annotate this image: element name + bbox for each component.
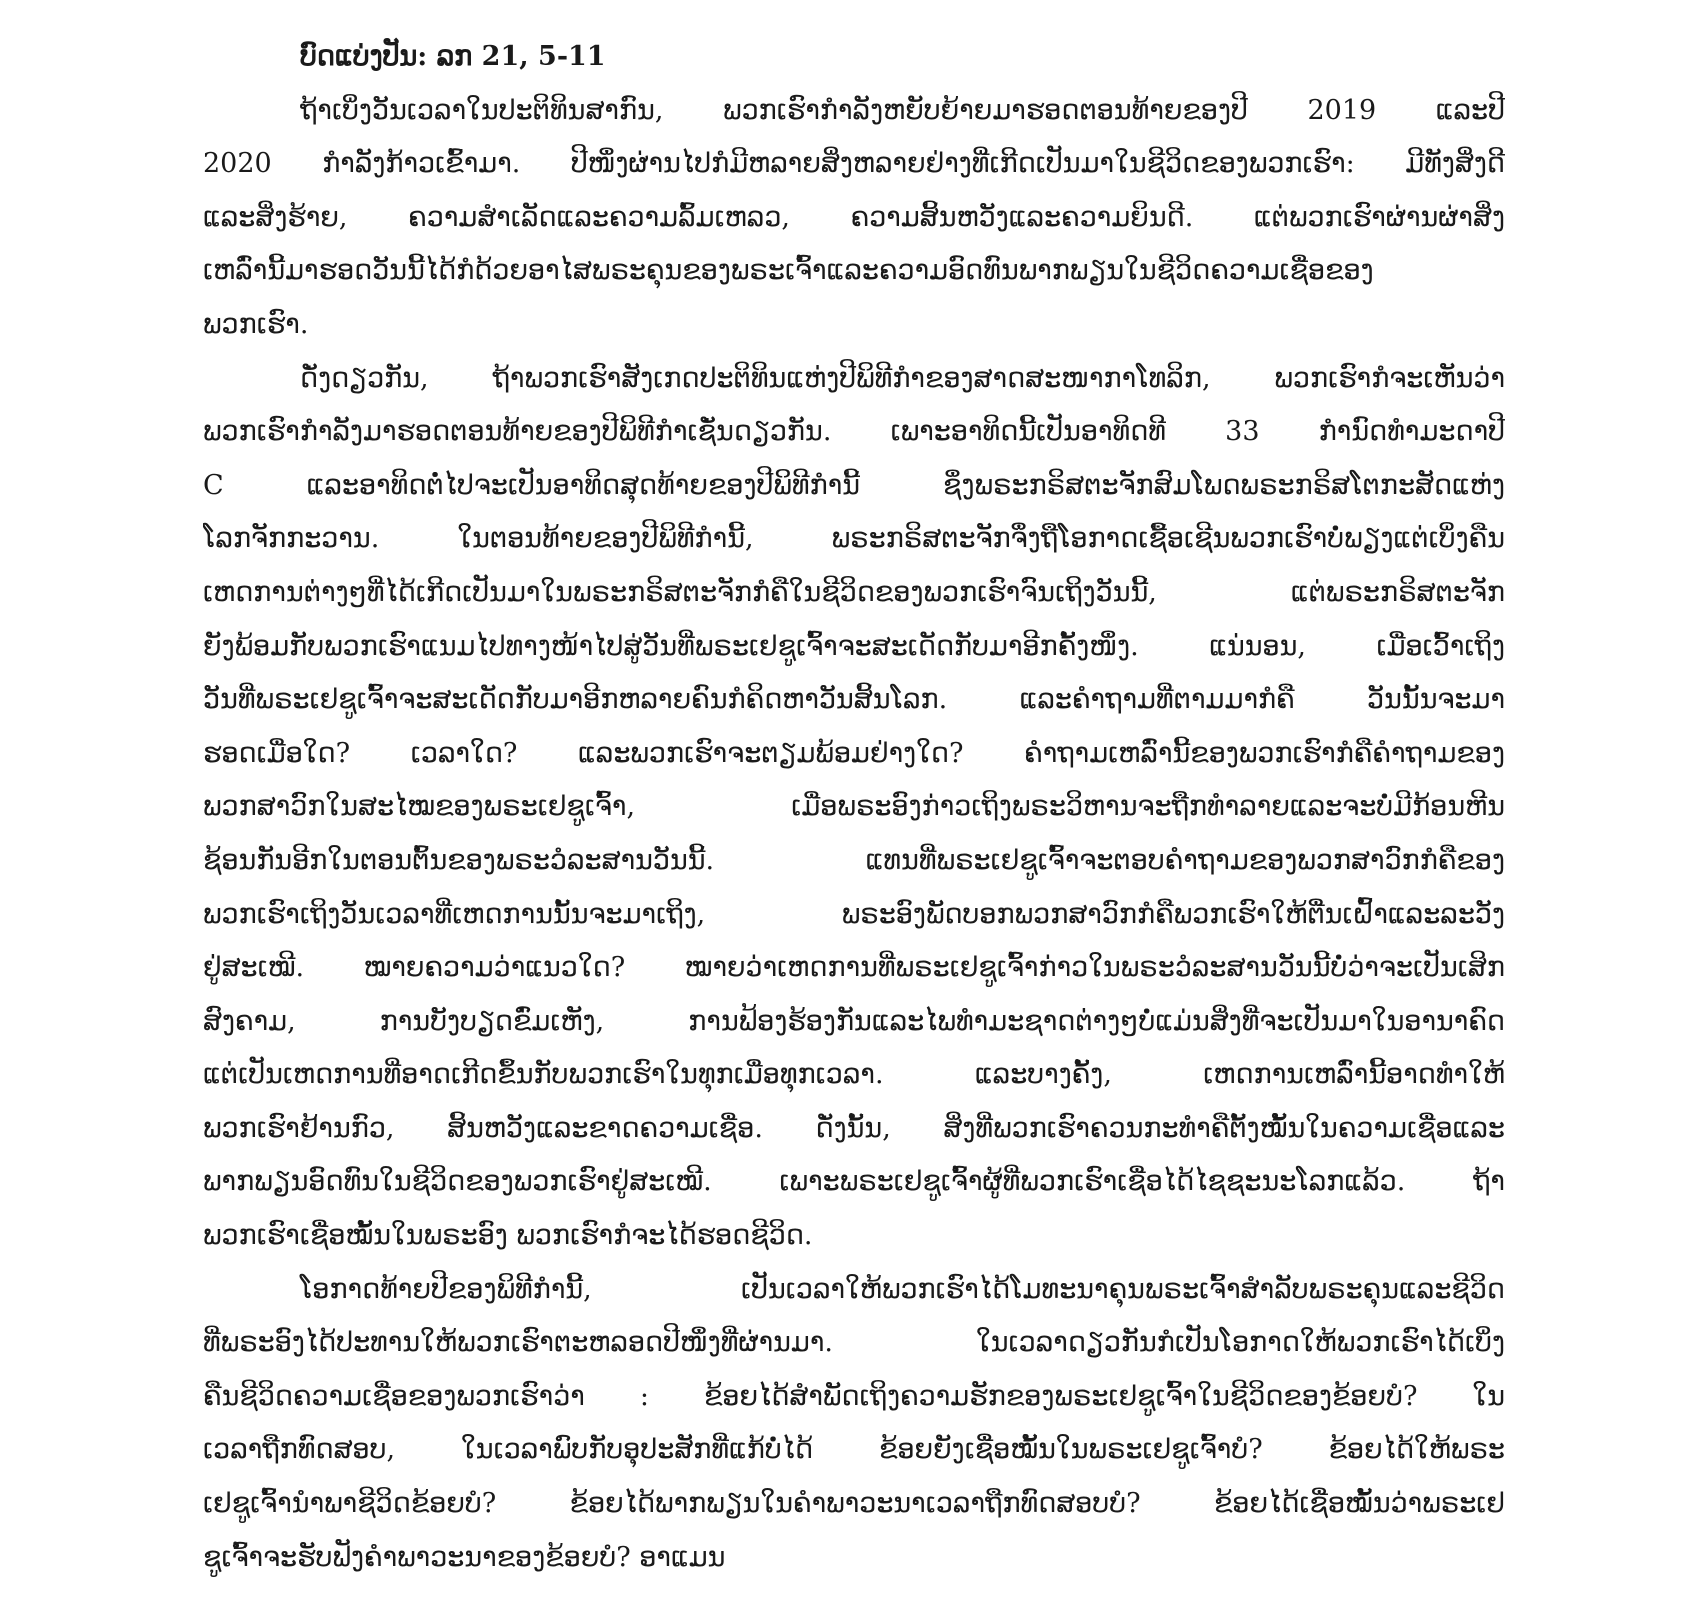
text-line: ແຕ່ເປັນເຫດການທີ່ອາດເກີດຂຶ້ນກັບພວກເຮົາໃນທຸກເມື່ອທຸກເວລາ. ແລະບາງຄັ້ງ, ເຫດການເຫລົ່ານີ້ອາດທໍາໃຫ້ [203, 1059, 1505, 1091]
text-line: ເວລາຖືກທົດສອບ, ໃນເວລາພົບກັບອຸປະສັກທີ່ແກ້ບໍ່ໄດ້ ຂ້ອຍຍັງເຊື່ອໝັ້ນໃນພຣະເຢຊູເຈົ້າບໍ? ຂ້ອຍໄດ້ໃຫ້ພຣະ [203, 1434, 1505, 1466]
text-line: 2020 ກໍາລັງກ້າວເຂົ້າມາ. ປີໜຶ່ງຜ່ານໄປກໍມີຫລາຍສິ່ງຫລາຍຢ່າງທີ່ເກີດເປັນມາໃນຊີວິດຂອງພວກເຮົາ: ມີທັງສິ່ງດີ [203, 148, 1505, 180]
text-line: ຄືນຊີວິດຄວາມເຊື່ອຂອງພວກເຮົາວ່າ : ຂ້ອຍໄດ້ສໍາພັດເຖິງຄວາມຮັກຂອງພຣະເຢຊູເຈົ້າໃນຊີວິດຂອງຂ້ອຍບໍ? ໃນ [203, 1380, 1505, 1412]
text-line: ໂອກາດທ້າຍປີຂອງພິທີກໍານີ້, ເປັນເວລາໃຫ້ພວກເຮົາໄດ້ໂມທະນາຄຸນພຣະເຈົ້າສໍາລັບພຣະຄຸນແລະຊີວິດ [300, 1273, 1505, 1305]
text-line: C ແລະອາທິດຕໍ່ໄປຈະເປັນອາທິດສຸດທ້າຍຂອງປີພິທີກໍານີ້ ຊຶ່ງພຣະກຣິສຕະຈັກສົມໂພດພຣະກຣິສໂຕກະສັດແຫ່ງ [203, 469, 1505, 501]
text-line: ພວກເຮົາກໍາລັງມາຮອດຕອນທ້າຍຂອງປີພິທີກໍາເຊັ່ນດຽວກັນ. ເພາະອາທິດນີ້ເປັນອາທິດທີ 33 ກໍານົດທໍາມະດາປີ [203, 416, 1505, 448]
paragraph-3 [203, 1263, 1505, 1585]
document-heading: ບົດແບ່ງປັນ: ລກ 21, 5-11 [300, 41, 606, 72]
text-line: ເຢຊູເຈົ້ານໍາພາຊີວິດຂ້ອຍບໍ? ຂ້ອຍໄດ້ພາກພຽນໃນຄໍາພາວະນາເວລາຖືກທົດສອບບໍ? ຂ້ອຍໄດ້ເຊື່ອໝັ້ນວ່າພຣະເຢ [203, 1488, 1505, 1520]
text-line: ສົງຄາມ, ການບັງບຽດຂົ່ມເຫັງ, ການຟ້ອງຮ້ອງກັນແລະໄພທໍາມະຊາດຕ່າງໆບໍ່ແມ່ນສິ່ງທີ່ຈະເປັນມາໃນອານາຄົດ [203, 1005, 1505, 1037]
text-line: ເຫດການຕ່າງໆທີ່ໄດ້ເກີດເປັນມາໃນພຣະກຣິສຕະຈັກກໍຄືໃນຊີວິດຂອງພວກເຮົາຈົນເຖິງວັນນີ້, ແຕ່ພຣະກຣິສຕະຈັກ [203, 576, 1505, 608]
text-line: ພວກເຮົາເຖິງວັນເວລາທີ່ເຫດການນັ້ນຈະມາເຖິງ, ພຣະອົງພັດບອກພວກສາວົກກໍຄືພວກເຮົາໃຫ້ຕື່ນເຝົ້າແລະລະວັງ [203, 898, 1505, 930]
text-line: ໂລກຈັກກະວານ. ໃນຕອນທ້າຍຂອງປີພິທີກໍານີ້, ພຣະກຣິສຕະຈັກຈຶ່ງຖືໂອກາດເຊື້ອເຊີນພວກເຮົາບໍ່ພຽງແຕ່ເບິ່ງຄືນ [203, 523, 1505, 555]
text-line: ຮອດເມື່ອໃດ? ເວລາໃດ? ແລະພວກເຮົາຈະຕຽມພ້ອມຢ່າງໃດ? ຄໍາຖາມເຫລົ່ານີ້ຂອງພວກເຮົາກໍຄືຄໍາຖາມຂອງ [203, 737, 1505, 769]
text-line: ຍັງພ້ອມກັບພວກເຮົາແນມໄປທາງໜ້າໄປສູ່ວັນທີ່ພຣະເຢຊູເຈົ້າຈະສະເດັດກັບມາອີກຄັ້ງໜຶ່ງ. ແນ່ນອນ, ເມື່ອເວົ້າເຖິງ [203, 630, 1505, 662]
text-line: ພວກເຮົາເຊື່ອໝັ້ນໃນພຣະອົງ ພວກເຮົາກໍຈະໄດ້ຮອດຊີວິດ. [203, 1220, 813, 1252]
text-line: ທີ່ພຣະອົງໄດ້ປະທານໃຫ້ພວກເຮົາຕະຫລອດປີໜຶ່ງທີ່ຜ່ານມາ. ໃນເວລາດຽວກັນກໍເປັນໂອກາດໃຫ້ພວກເຮົາໄດ້ເບິ່ງ [203, 1327, 1505, 1359]
text-line: ຊູເຈົ້າຈະຮັບຟັງຄໍາພາວະນາຂອງຂ້ອຍບໍ? ອາແມນ [203, 1541, 726, 1573]
text-line: ແລະສິ່ງຮ້າຍ, ຄວາມສໍາເລັດແລະຄວາມລົ້ມເຫລວ, ຄວາມສິ້ນຫວັງແລະຄວາມຍິນດີ. ແຕ່ພວກເຮົາຜ່ານຜ່າສິ່ງ [203, 201, 1505, 233]
text-line: ເຫລົ່ານີ້ມາຮອດວັນນີ້ໄດ້ກໍດ້ວຍອາໄສພຣະຄຸນຂອງພຣະເຈົ້າແລະຄວາມອົດທົນພາກພຽນໃນຊີວິດຄວາມເຊື່ອຂອງ [203, 255, 1374, 287]
text-line: ວັນທີ່ພຣະເຢຊູເຈົ້າຈະສະເດັດກັບມາອີກຫລາຍຄົນກໍຄິດຫາວັນສິ້ນໂລກ. ແລະຄໍາຖາມທີ່ຕາມມາກໍຄື ວັນນັ້ນຈະມາ [203, 684, 1505, 716]
text-line: ຖ້າເບິ່ງວັນເວລາໃນປະຕິທິນສາກົນ, ພວກເຮົາກໍາລັງຫຍັບຍ້າຍມາຮອດຕອນທ້າຍຂອງປີ 2019 ແລະປີ [300, 94, 1505, 126]
text-line: ດັ່ງດຽວກັນ, ຖ້າພວກເຮົາສັງເກດປະຕິທິນແຫ່ງປີພິທີກໍາຂອງສາດສະໜາກາໂທລິກ, ພວກເຮົາກໍຈະເຫັນວ່າ [300, 362, 1505, 394]
paragraph-2 [203, 352, 1505, 1263]
text-line: ພວກເຮົາຢ້ານກົວ, ສິ້ນຫວັງແລະຂາດຄວາມເຊື່ອ. ດັ່ງນັ້ນ, ສິ່ງທີ່ພວກເຮົາຄວນກະທໍາຄືຕັ້ງໝັ້ນໃນຄວາມເຊື່ອແລະ [203, 1112, 1505, 1144]
text-line: ພາກພຽນອົດທົນໃນຊີວິດຂອງພວກເຮົາຢູ່ສະເໝີ. ເພາະພຣະເຢຊູເຈົ້າຜູ້ທີ່ພວກເຮົາເຊື່ອໄດ້ໄຊຊະນະໂລກແລ້ວ. ຖ້າ [203, 1166, 1505, 1198]
text-line: ພວກສາວົກໃນສະໄໝຂອງພຣະເຢຊູເຈົ້າ, ເມື່ອພຣະອົງກ່າວເຖິງພຣະວິຫານຈະຖືກທໍາລາຍແລະຈະບໍ່ມີກ້ອນຫີນ [203, 791, 1505, 823]
text-line: ຊ້ອນກັນອີກໃນຕອນຕົ້ນຂອງພຣະວໍລະສານວັນນີ້. ແທນທີ່ພຣະເຢຊູເຈົ້າຈະຕອບຄໍາຖາມຂອງພວກສາວົກກໍຄືຂອງ [203, 844, 1505, 876]
paragraph-1 [203, 84, 1505, 352]
text-line: ພວກເຮົາ. [203, 308, 309, 340]
document-body [203, 30, 1505, 1584]
text-line: ຢູ່ສະເໝີ. ໝາຍຄວາມວ່າແນວໃດ? ໝາຍວ່າເຫດການທີ່ພຣະເຢຊູເຈົ້າກ່າວໃນພຣະວໍລະສານວັນນີ້ບໍ່ວ່າຈະເປັນເສິກ [203, 952, 1505, 984]
